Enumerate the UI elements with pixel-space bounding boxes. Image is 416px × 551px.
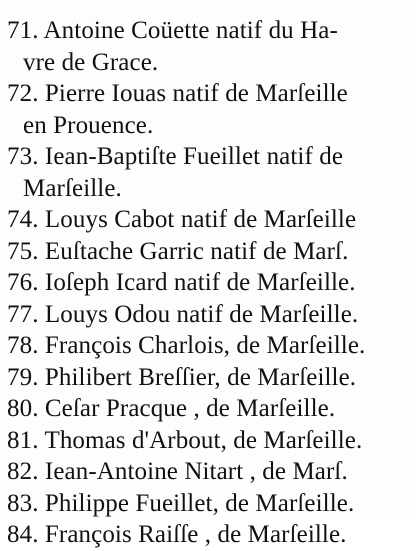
list-item-71 — [7, 15, 411, 78]
list-item-82 — [7, 456, 411, 488]
list-item-73 — [7, 141, 411, 204]
list-item-72 — [7, 78, 411, 141]
entry-line: 77. Louys Odou natif de Marſeille. — [7, 300, 359, 328]
entry-line: 80. Ceſar Pracque , de Marſeille. — [7, 395, 336, 422]
entry-line: vre de Grace. — [23, 48, 159, 76]
list-item-74 — [7, 204, 411, 236]
list-item-79 — [7, 362, 411, 394]
entry-line: 78. François Charlois, de Marſeille. — [7, 332, 366, 359]
entry-line: 75. Euſtache Garric natif de Marſ. — [7, 237, 349, 265]
list-item-84 — [7, 519, 411, 551]
entry-line: 74. Louys Cabot natif de Marſeille — [7, 206, 357, 233]
entry-line: 81. Thomas d'Arbout, de Marſeille. — [7, 426, 363, 454]
entry-line: 79. Philibert Breſſier, de Marſeille. — [7, 363, 357, 391]
list-item-77 — [7, 299, 411, 331]
list-item-80 — [7, 393, 411, 425]
entry-line: 72. Pierre Iouas natif de Marſeille — [7, 80, 348, 107]
entry-line: 82. Iean-Antoine Nitart , de Marſ. — [7, 458, 348, 485]
entry-line: 83. Philippe Fueillet, de Marſeille. — [7, 489, 355, 517]
list-item-75 — [7, 236, 411, 268]
entry-line: Marſeille. — [23, 174, 122, 202]
list-item-78 — [7, 330, 411, 362]
entry-line: 73. Iean-Baptiſte Fueillet natif de — [7, 143, 344, 170]
list-item-81 — [7, 425, 411, 457]
entry-line: 84. François Raiſſe , de Marſeille. — [7, 521, 347, 548]
list-item-83 — [7, 488, 411, 520]
entry-line: 76. Ioſeph Icard natif de Marſeille. — [7, 269, 356, 296]
entry-line: en Prouence. — [23, 111, 154, 139]
roster-list — [7, 15, 411, 551]
list-item-76 — [7, 267, 411, 299]
entry-line: 71. Antoine Coüette natif du Ha- — [7, 17, 338, 44]
